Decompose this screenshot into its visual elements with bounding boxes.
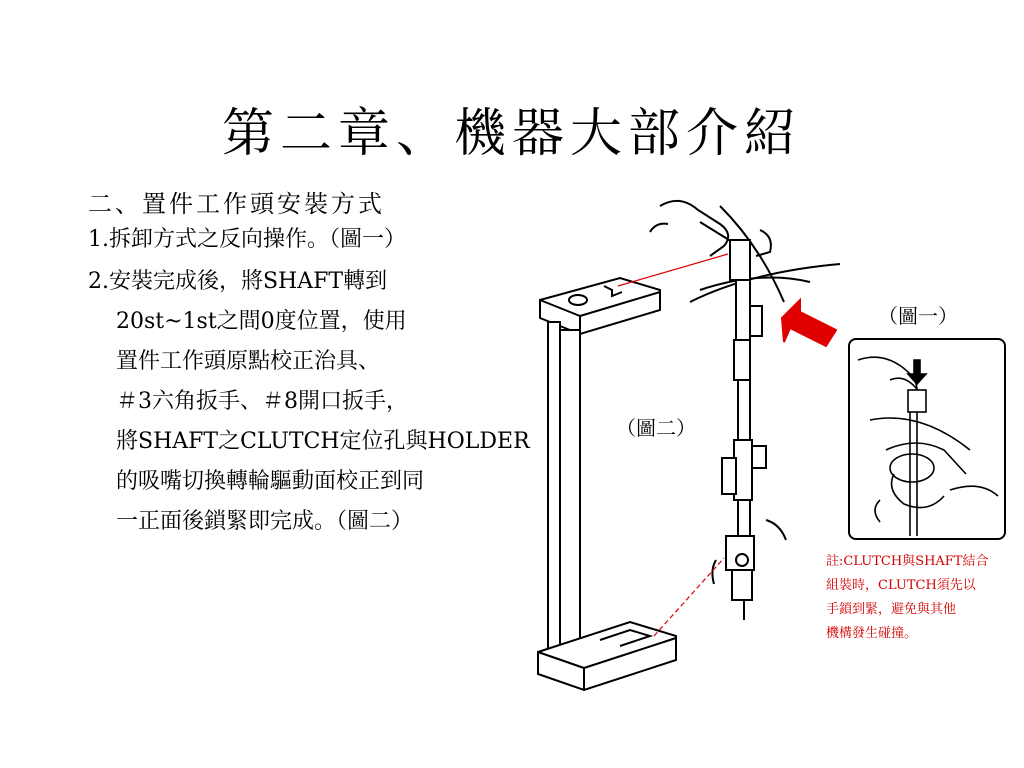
figure-1-label: （圖一） xyxy=(878,304,958,328)
section-heading: 二、置件工作頭安裝方式 xyxy=(88,190,385,218)
red-note xyxy=(826,550,1016,646)
leader-line-top xyxy=(618,254,728,286)
note-line-3: 手鎖到緊，避免與其他 xyxy=(826,602,957,617)
figure-2-label: （圖二） xyxy=(616,416,696,440)
calibration-jig-drawing xyxy=(538,278,676,690)
instruction-line-3: 20st~1st之間0度位置，使用 xyxy=(116,309,407,334)
hand-tightening-drawing xyxy=(850,340,1004,538)
instruction-line-6: 將SHAFT之CLUTCH定位孔與HOLDER xyxy=(116,429,530,454)
instruction-line-4: 置件工作頭原點校正治具、 xyxy=(116,349,381,374)
figure-1-inset xyxy=(848,338,1006,540)
note-line-2: 組裝時，CLUTCH須先以 xyxy=(826,578,976,593)
note-line-1: 註:CLUTCH與SHAFT結合 xyxy=(826,554,989,569)
work-head-drawing xyxy=(650,201,840,620)
instruction-line-1: 1.拆卸方式之反向操作。（圖一） xyxy=(88,227,406,252)
instruction-line-7: 的吸嘴切換轉輪驅動面校正到同 xyxy=(116,469,425,494)
page-title: 第二章、機器大部介紹 xyxy=(221,104,802,164)
instruction-line-5: ＃3六角扳手、＃8開口扳手， xyxy=(116,389,408,414)
leader-line-bottom xyxy=(654,558,724,636)
instruction-line-8: 一正面後鎖緊即完成。（圖二） xyxy=(116,509,414,534)
note-line-4: 機構發生碰撞。 xyxy=(826,626,918,641)
instruction-line-2: 2.安裝完成後，將SHAFT轉到 xyxy=(88,269,388,294)
red-arrow-icon xyxy=(782,300,836,346)
